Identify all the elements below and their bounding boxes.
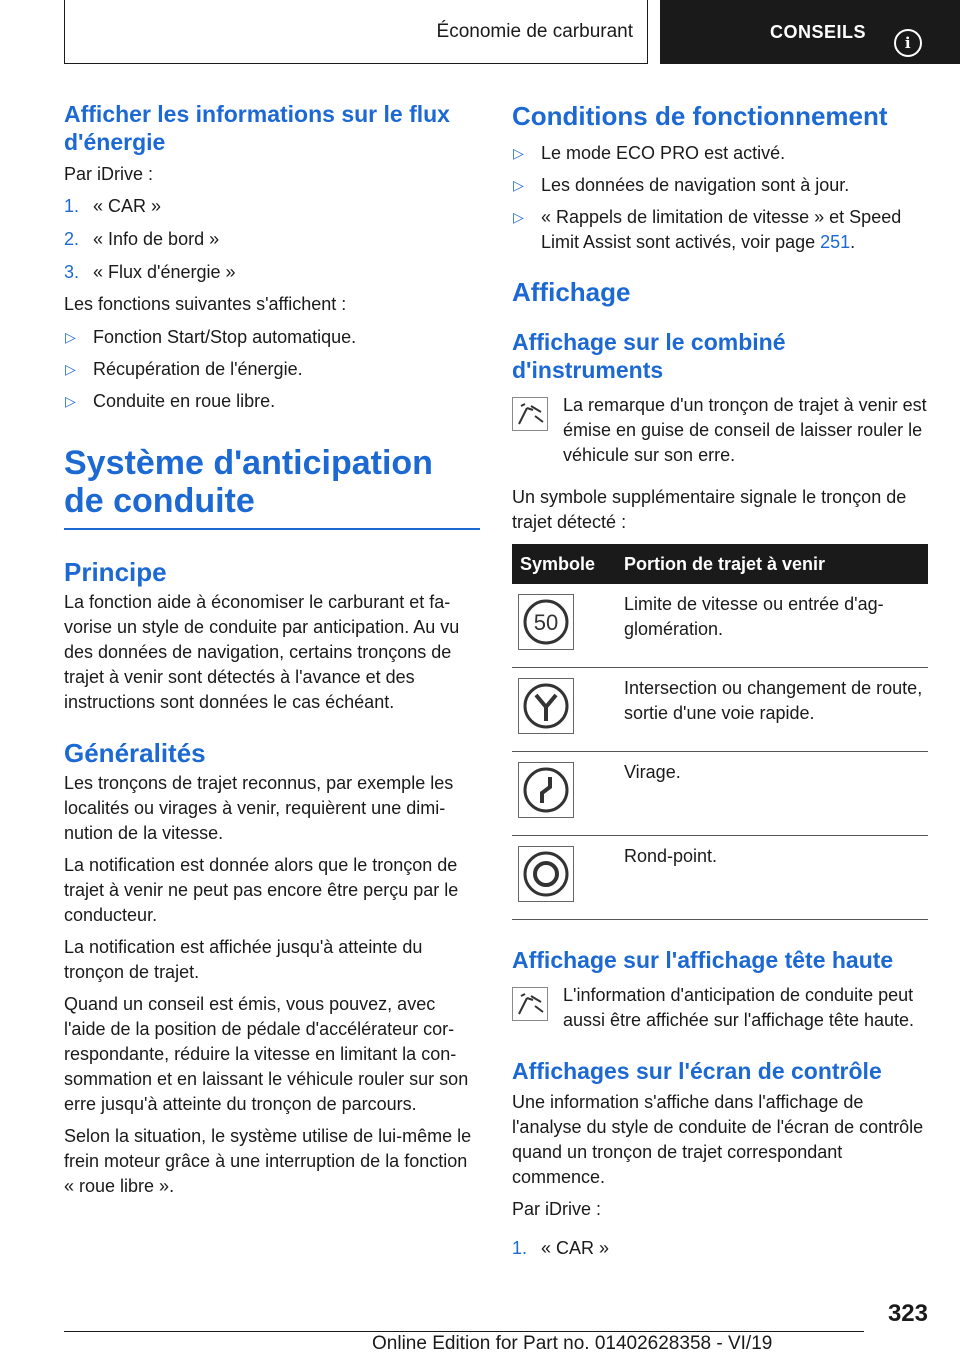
portion-cell <box>616 584 928 668</box>
symbol-table <box>512 544 928 920</box>
hud-note-text: L'information d'anticipation de conduite peut aussi être affichée sur l'affichage tête haute. <box>563 985 914 1030</box>
functions-intro: Les fonctions suivantes s'affichent : <box>64 294 347 314</box>
bullet-triangle-icon: ▷ <box>65 361 76 377</box>
column-header-symbol: Symbole <box>512 544 616 584</box>
list-item <box>64 357 480 382</box>
speed-limit-value: 50 <box>533 610 559 635</box>
conditions-heading: Conditions de fonctionnement <box>512 101 888 131</box>
table-row <box>512 584 928 668</box>
portion-text: Rond-point. <box>624 846 718 866</box>
energy-steps-list <box>64 194 480 285</box>
speed-limit-50-icon <box>518 594 574 650</box>
main-heading: Système d'anticipation de conduite <box>64 444 433 520</box>
step-number: 3. <box>64 262 80 282</box>
tab-conseils[interactable] <box>660 0 960 64</box>
general-paragraph: La notification est donnée alors que le tronçon de trajet à venir ne peut pas encore être perçu par le conducteur. <box>64 855 459 925</box>
bullet-triangle-icon: ▷ <box>513 145 524 161</box>
general-paragraph: Selon la situation, le système utilise de lui-même le frein moteur grâce à une interruption de la fonction « roue libre ». <box>64 1126 472 1196</box>
display-heading: Affichage <box>512 277 631 307</box>
function-text: Fonction Start/Stop automatique. <box>93 327 357 347</box>
bullet-triangle-icon: ▷ <box>65 329 76 345</box>
list-item <box>512 141 928 166</box>
condition-text: Le mode ECO PRO est activé. <box>541 143 786 163</box>
via-idrive: Par iDrive : <box>64 164 154 184</box>
driving-hint-icon <box>512 987 548 1021</box>
step-text: « Flux d'énergie » <box>93 262 236 282</box>
footer-edition: Online Edition for Part no. 01402628358 - VI/19 <box>372 1333 773 1354</box>
left-column <box>64 100 480 1199</box>
portion-text: Intersection ou changement de route, sortie d'une voie rapide. <box>624 678 923 723</box>
control-text: Une information s'affiche dans l'affichage de l'analyse du style de conduite de l'écran de contrôle quand un tronçon de trajet correspondant commence. <box>512 1092 924 1187</box>
control-steps-list <box>512 1236 928 1261</box>
symbol-cell <box>512 836 616 920</box>
column-header-portion: Portion de trajet à venir <box>616 544 928 584</box>
hud-note <box>512 983 928 1033</box>
functions-list <box>64 325 480 414</box>
general-paragraph: La notification est affichée jusqu'à atteinte du tronçon de trajet. <box>64 937 423 982</box>
list-item <box>64 389 480 414</box>
roundabout-icon <box>518 846 574 902</box>
portion-cell <box>616 752 928 836</box>
symbol-cell <box>512 752 616 836</box>
table-row <box>512 668 928 752</box>
general-paragraph: Les tronçons de trajet reconnus, par exemple les localités ou virages à venir, requièrent une diminution de la vitesse. <box>64 773 454 843</box>
general-paragraph: Quand un conseil est émis, vous pouvez, avec l'aide de la position de pédale d'accélérateur correspondante, réduire la vitesse en limitant la consommation et en laissant le véhicule rouler sur son erre jusqu'à atteinte du tronçon de parcours. <box>64 994 469 1114</box>
footer-divider <box>64 1331 864 1332</box>
cluster-note-text: La remarque d'un tronçon de trajet à venir est émise en guise de conseil de laisser rouler le véhicule sur son erre. <box>563 395 927 465</box>
hud-heading: Affichage sur l'affichage tête haute <box>512 947 894 973</box>
intersection-icon <box>518 678 574 734</box>
condition-text: « Rappels de limitation de vitesse » et Speed Limit Assist sont activés, voir page <box>541 207 902 252</box>
list-item <box>64 325 480 350</box>
bullet-triangle-icon: ▷ <box>513 177 524 193</box>
page-header <box>64 0 960 66</box>
bullet-triangle-icon: ▷ <box>513 209 524 225</box>
step-number: 1. <box>512 1238 528 1258</box>
page-link[interactable]: 251 <box>820 232 851 252</box>
portion-cell <box>616 668 928 752</box>
principle-text: La fonction aide à économiser le carburant et favorise un style de conduite par anticipation. Au vu des données de navigation, certains tronçons de trajet à venir sont détectés à l'avance et des instructions sont données le cas échéant. <box>64 592 460 712</box>
portion-text: Limite de vitesse ou entrée d'agglomération. <box>624 594 884 639</box>
list-item <box>64 260 480 285</box>
cluster-note <box>512 393 928 468</box>
symbol-cell <box>512 668 616 752</box>
table-header-row <box>512 544 928 584</box>
energy-flow-heading: Afficher les informations sur le flux d'énergie <box>64 101 450 155</box>
cluster-heading: Affichage sur le combiné d'instruments <box>512 329 786 383</box>
step-text: « CAR » <box>93 196 162 216</box>
function-text: Conduite en roue libre. <box>93 391 276 411</box>
portion-cell <box>616 836 928 920</box>
via-idrive: Par iDrive : <box>512 1199 602 1219</box>
list-item <box>512 1236 928 1261</box>
bullet-triangle-icon: ▷ <box>65 393 76 409</box>
curve-icon <box>518 762 574 818</box>
control-heading: Affichages sur l'écran de contrôle <box>512 1058 882 1084</box>
right-column <box>512 100 928 1261</box>
condition-text: Les données de navigation sont à jour. <box>541 175 850 195</box>
step-number: 1. <box>64 196 80 216</box>
page-number: 323 <box>887 1300 928 1327</box>
step-text: « Info de bord » <box>93 229 220 249</box>
principle-heading: Principe <box>64 557 167 587</box>
table-row <box>512 752 928 836</box>
step-text: « CAR » <box>541 1238 610 1258</box>
list-item <box>64 227 480 252</box>
symbol-cell <box>512 584 616 668</box>
step-number: 2. <box>64 229 80 249</box>
portion-text: Virage. <box>624 762 681 782</box>
tab-label: CONSEILS <box>770 21 867 42</box>
list-item <box>64 194 480 219</box>
conditions-list <box>512 141 928 255</box>
general-heading: Généralités <box>64 738 206 768</box>
symbol-intro: Un symbole supplémentaire signale le tronçon de trajet détecté : <box>512 487 907 532</box>
function-text: Récupération de l'énergie. <box>93 359 303 379</box>
list-item <box>512 205 928 255</box>
heading-divider <box>64 528 480 530</box>
section-title: Économie de carburant <box>64 0 648 64</box>
driving-hint-icon <box>512 397 548 431</box>
info-icon[interactable]: i <box>894 29 922 57</box>
condition-text-end: . <box>850 232 856 252</box>
table-row <box>512 836 928 920</box>
list-item <box>512 173 928 198</box>
